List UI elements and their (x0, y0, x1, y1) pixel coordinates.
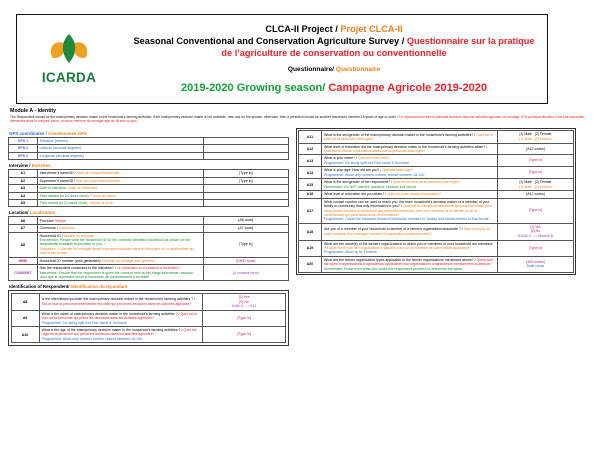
q-fr: Quel est votre niveau d’education? (387, 192, 441, 197)
q-note-fr: Enqueteur : L’identite du menage actuel vous sera indiquee dans le formulaire ou la liste/modele qui vous a ete remise (39, 246, 195, 256)
answer-option[interactable]: [0] No (530, 229, 541, 234)
q-fr: Identite du menage (63, 233, 94, 238)
identification-label-en: Identification of Respondent/ (9, 284, 70, 290)
table-row[interactable] (9, 225, 289, 233)
q-fr: Quel est le sexe de la personne interrogee? (323, 132, 493, 141)
row-answer[interactable] (498, 223, 573, 240)
table-row[interactable] (9, 200, 289, 207)
answer-skip-note: If A8=1, --> A11 (232, 304, 257, 309)
row-answer[interactable]: [Type in] (498, 167, 573, 179)
answer-code[interactable]: [A20 codes] (526, 259, 545, 264)
row-code: A5 (9, 200, 38, 207)
row-answer[interactable]: [Type in] (204, 170, 288, 178)
q-fr: Le repondant a-t-il consenti a l’entretien? (116, 266, 181, 271)
section-label-identification (9, 284, 289, 289)
table-row[interactable] (299, 240, 574, 256)
row-code: A3 (9, 185, 38, 192)
table-row[interactable] (11, 293, 286, 310)
row-question: Longitude (decimal degrees) (37, 152, 204, 159)
q-fr: Quel est le numero de telephone qui peut etre utilise pour vous joindre ou celui du personnel qui prend les decisions, pour d’un membre de la famille ou de la communaute qui peut nous servir d’informateur? (323, 204, 493, 217)
q-en: Commune / (39, 226, 58, 231)
table-row[interactable] (299, 143, 574, 155)
row-question (37, 185, 204, 192)
table-row[interactable] (9, 177, 289, 185)
q-fr: Quel est votre age? (382, 168, 413, 173)
q-en: What level of education did you attain? / (323, 192, 387, 197)
q-en: What are the farmer organization types applicable to the farmer organizations mentioned above? / (323, 257, 476, 262)
season-en: 2019-2020 Growing season/ (181, 82, 326, 94)
row-question (37, 265, 204, 281)
row-answer[interactable]: [Type in] (204, 177, 288, 185)
q-en: What are the name(s) of the farmers organizations to which you or members of your household are members ? / (323, 241, 493, 250)
q-en: Time started (in 24 hours clock) / (39, 193, 91, 198)
title-en-1: CLCA-II Project / (265, 24, 338, 34)
row-code: A1 (9, 170, 38, 178)
q-fr: Heure du debut (91, 193, 116, 198)
row-code: A8 (9, 232, 38, 257)
q-en: Household ID number (auto generated) / (39, 258, 103, 263)
q-note-en: Interviewer: Ensure that the respondent is given the consent form at this stage/Interviewer: assurez-vous que le repondant recoit le formulaire de consentement a ce stade (39, 270, 195, 280)
row-question (37, 192, 204, 199)
row-answer[interactable] (204, 192, 288, 199)
table-row[interactable] (9, 192, 289, 199)
q-en: Time ended (in 24 hours clock) / (39, 201, 90, 206)
row-answer[interactable]: [A7 code] (204, 225, 288, 233)
identification-table-wrapper (8, 290, 289, 345)
location-label-en: Location/ (9, 210, 29, 216)
q-fr: Quel est le nom de la personne qui prend les decisions dans les activites agricoles? (41, 311, 198, 321)
row-code: A11 (299, 131, 322, 143)
right-table-wrapper (296, 128, 577, 276)
row-code: A13 (299, 155, 322, 167)
row-question (321, 256, 498, 272)
q-fr: Date de l’interview (68, 186, 98, 191)
table-row[interactable] (9, 137, 289, 144)
row-question (321, 143, 498, 155)
q-fr: Quel est votre nom? (358, 156, 390, 161)
row-question (37, 232, 204, 257)
row-answer[interactable]: [Type in] (498, 155, 573, 167)
q-en: Province/ (39, 218, 55, 223)
document-header (16, 14, 548, 104)
row-code: HHID (9, 257, 38, 265)
q-fr: Quel est l’age de la personne qui prend les decisions dans les activites agricoles? (41, 327, 197, 337)
row-question (321, 240, 498, 256)
q-en: Supervisor’s name/ID / (39, 178, 76, 183)
row-code: A4 (9, 192, 38, 199)
table-row[interactable] (11, 326, 286, 342)
q-en: What is your age/ How old are you? / (323, 168, 382, 173)
respondent-table (298, 130, 574, 273)
row-answer[interactable]: [A6 code] (204, 217, 288, 225)
row-question: Latitude (decimal degrees) (37, 145, 204, 152)
icarda-logo (17, 33, 121, 85)
answer-option-male: [1] Male (519, 179, 532, 184)
q-note-en: Enumerator: Please write the household ID for the currently identified household as shown on the template/list available to/provided to you. / (39, 238, 191, 247)
q-en: What is the sex/gender of the main/primary decision maker in the household’s farming activities? / (323, 132, 476, 137)
module-note-fr: Le repondant doit etre le principal decideur dans les activites agricoles du menage. Si le principal decideur n’est pas disponible, demandez alors le conjoint, sinon, un autre membre du menage age de 18 ans ou plus. (10, 115, 586, 124)
q-fr: Quel est le niveau d’education atteint par la personne interrogee? (323, 148, 426, 153)
questionnaire-line (127, 65, 541, 75)
row-question (321, 191, 498, 199)
row-answer[interactable]: [Type in] (204, 232, 288, 257)
row-answer[interactable] (204, 145, 288, 152)
row-question (321, 223, 498, 240)
q-en: Date of interview / (39, 186, 68, 191)
row-question (39, 326, 203, 342)
row-question (321, 198, 498, 223)
answer-option-fr[interactable] (500, 137, 570, 142)
module-note (10, 115, 590, 124)
row-code: A16 (299, 191, 322, 199)
interview-table (8, 169, 289, 207)
row-answer[interactable] (204, 152, 288, 159)
answer-option[interactable]: [1] Yes (530, 224, 541, 229)
table-columns (8, 128, 592, 346)
q-note-en: Programmer: Allow only numeric entries, restrict between 18-100 (41, 336, 143, 341)
row-code: A7 (9, 225, 38, 233)
answer-option-male: [1] Male (519, 132, 532, 137)
title-fr-1: Projet CLCA-II (340, 24, 403, 34)
answer-multi-note: Multi check (526, 264, 545, 269)
q-fr: Quel est le sexe de la personne interrogee? (392, 180, 461, 185)
title-line-2 (127, 35, 541, 47)
interview-label-fr: Entretien (31, 163, 51, 169)
row-answer[interactable] (204, 137, 288, 144)
interview-label-en: Interview / (9, 163, 31, 169)
title-line-3: de l’agriculture de conservation ou conventionnelle (221, 48, 447, 58)
q-note-en: Enumerator: Probe from within the codes the respondent provided to determine the types. (323, 266, 463, 271)
row-question: Elevation (meters) (37, 137, 204, 144)
q-note-en: Programmer: Check the standard format of telephone numbers in Tunisia and restrict entries to that format (323, 217, 489, 222)
row-answer[interactable] (203, 293, 286, 310)
row-answer[interactable] (498, 131, 573, 143)
row-code: GPS 3 (9, 152, 38, 159)
identification-label-fr: Identification du repondant (70, 284, 128, 290)
answer-option[interactable]: [1] Yes (238, 294, 250, 299)
q-fr: Est-ce que la personne interviewee est celle qui prend les decisions dans les activites agricoles? (41, 301, 192, 306)
row-code: A12 (299, 143, 322, 155)
row-question (37, 170, 204, 178)
row-code: CONSENT (9, 265, 38, 281)
answer-option-fr[interactable] (500, 185, 570, 190)
table-row[interactable] (11, 310, 286, 326)
module-title: Module A - Identity (10, 108, 57, 114)
q-fr: Etes-vous (ou un autre membre d’un menage) membre d’organisation professionnelle? (323, 227, 491, 236)
table-row[interactable] (9, 257, 289, 265)
q-fr: Wilaya (55, 218, 66, 223)
season-line (127, 82, 541, 95)
q-fr: Commune (58, 226, 75, 231)
table-row[interactable] (299, 223, 574, 240)
questionnaire-fr: Questionnaire (335, 66, 381, 73)
row-answer[interactable]: [Type in] (203, 310, 286, 326)
row-code: GPS 2 (9, 145, 38, 152)
table-row[interactable] (299, 256, 574, 272)
gps-label-fr: Coordonnees GPS (48, 130, 87, 136)
q-note-en: Enumerator: Do NOT ask this question, observe and record (323, 184, 417, 189)
q-en: What contact number can be used to reach you, the main household’s decision maker or a member of your family or community that only information to you? / (323, 199, 490, 209)
q-note-en: Programmer: No string split into First name & Surname (41, 320, 127, 325)
q-fr: Nom de l’enqueteur/Identite (76, 171, 120, 176)
q-en: Are you or a member of your household a member of a farmers organization/associate ? / (323, 227, 463, 232)
row-question (39, 310, 203, 326)
q-fr: Quel est le nom de l’organisation a laquelle vous ou un membre de votre famille appartient? (328, 245, 471, 250)
q-en: What is the age of the main/primary decision maker in the household’s farming activities ? / (41, 327, 183, 332)
q-fr: Nom du superviseur/Identite (76, 178, 120, 183)
q-fr: Identite du menage auto generee (103, 258, 155, 263)
row-question (37, 177, 204, 185)
row-code: A18 (299, 223, 322, 240)
identification-table (11, 293, 287, 343)
q-en: Interviewer’s name/ID / (39, 171, 76, 176)
location-label-fr: Localisation (29, 210, 56, 216)
right-column (296, 128, 577, 276)
location-table (8, 216, 289, 281)
table-row[interactable] (9, 152, 289, 159)
answer-option-female-fr: [2] Femme (534, 184, 552, 189)
left-column (8, 128, 289, 346)
table-row[interactable] (299, 178, 574, 190)
row-answer[interactable] (204, 185, 288, 192)
q-en: What is your name? / (323, 156, 358, 161)
gps-table (8, 137, 289, 160)
row-question (37, 257, 204, 265)
row-question (321, 155, 498, 167)
row-code: A2 (9, 177, 38, 185)
section-label-interview (9, 163, 289, 168)
answer-option-female: [2] Female (534, 132, 552, 137)
table-row[interactable] (9, 185, 289, 192)
answer-option-female: [2] Female (534, 179, 552, 184)
row-answer[interactable] (498, 256, 573, 272)
table-row[interactable] (299, 167, 574, 179)
title-en-2: Seasonal Conventional and Conservation Agriculture Survey / (133, 36, 405, 46)
row-question (321, 131, 498, 143)
module-note-en: The Respondent should be the main/primary decision maker in the household’s farming activities. If the main/primary decision maker is not available, then ask for the spouse, otherwise, then a president should be another household member 18 years of age or older. / (10, 115, 399, 119)
table-row[interactable] (299, 155, 574, 167)
table-row[interactable] (9, 170, 289, 178)
answer-option-male-fr: [1] Male (519, 184, 532, 189)
row-answer[interactable]: [A12 codes] (498, 143, 573, 155)
row-question (321, 167, 498, 179)
answer-option-female-fr: [2] Femme (534, 136, 552, 141)
q-en: Is the interviewee/provider the main/primary decision maker in the household’s farming activities ? / (41, 297, 196, 302)
row-answer[interactable]: [Type in] (203, 326, 286, 342)
q-note-en: Programmer: No string split into First name & Surname (323, 160, 410, 165)
q-en: What is the sex/gender of the respondent? / (323, 180, 392, 185)
answer-option[interactable]: [0] No (239, 299, 249, 304)
table-row[interactable] (9, 217, 289, 225)
gps-label-en: GPS coordinates / (9, 130, 47, 136)
row-code: A10 (11, 326, 39, 342)
row-question (37, 200, 204, 207)
row-code: GPS 1 (9, 137, 38, 144)
icarda-logo-text: ICARDA (41, 70, 97, 85)
q-fr: Heure de la fin (90, 201, 114, 206)
q-note-en: Programmer: Allow only numeric entries, restrict between 18-100 (323, 172, 425, 177)
table-row[interactable] (9, 145, 289, 152)
q-en: Household ID / (39, 233, 63, 238)
row-code: A6 (9, 217, 38, 225)
answer-option-male-fr: [1] Male (519, 136, 532, 141)
row-answer[interactable]: [Type in] (498, 198, 573, 223)
row-question (39, 293, 203, 310)
row-question (321, 178, 498, 190)
q-note-en: Programmer: Allow up to 3 entries (323, 250, 377, 255)
section-label-location (9, 210, 289, 215)
row-question (37, 225, 204, 233)
row-answer[interactable] (204, 200, 288, 207)
row-question (37, 217, 204, 225)
section-label-gps (9, 131, 289, 136)
table-row[interactable] (299, 198, 574, 223)
table-row[interactable] (9, 265, 289, 281)
row-answer[interactable] (498, 178, 573, 190)
row-code: A14 (299, 167, 322, 179)
header-titles (121, 21, 547, 97)
row-answer[interactable]: [Type in] (498, 240, 573, 256)
table-row[interactable] (299, 131, 574, 143)
row-code: A20 (299, 256, 322, 272)
row-answer[interactable]: [A consent form] (204, 265, 288, 281)
q-en: What is the name of main/primary decision maker in the household’s farming activities ? / (41, 311, 180, 316)
questionnaire-en: Questionnaire/ (287, 66, 334, 73)
title-line-1 (127, 23, 541, 35)
season-fr: Campagne Agricole 2019-2020 (328, 82, 487, 94)
title-fr-2: Questionnaire sur la pratique (406, 36, 535, 46)
row-code: A17 (299, 198, 322, 223)
table-row[interactable] (9, 232, 289, 257)
q-en: What level of education did the main/primary decision maker in the household’s farming activities attain? / (323, 144, 488, 149)
row-answer[interactable]: [A12 codes] (498, 191, 573, 199)
q-en: Has the respondent consented to the interview? / (39, 266, 116, 271)
answer-skip-note: If A18=0, --> Module B (517, 233, 553, 238)
row-answer[interactable]: [HHID code] (204, 257, 288, 265)
q-fr: Quels sont les types d’organisations d’agriculteurs applicables aux organisations d’agriculteurs mentionnees ci-dessus? (323, 257, 494, 267)
row-code: A9 (11, 310, 39, 326)
row-code: A8 (11, 293, 39, 310)
leaf-icon (47, 33, 91, 69)
row-code: A15 (299, 178, 322, 190)
row-code: A19 (299, 240, 322, 256)
table-row[interactable] (299, 191, 574, 199)
